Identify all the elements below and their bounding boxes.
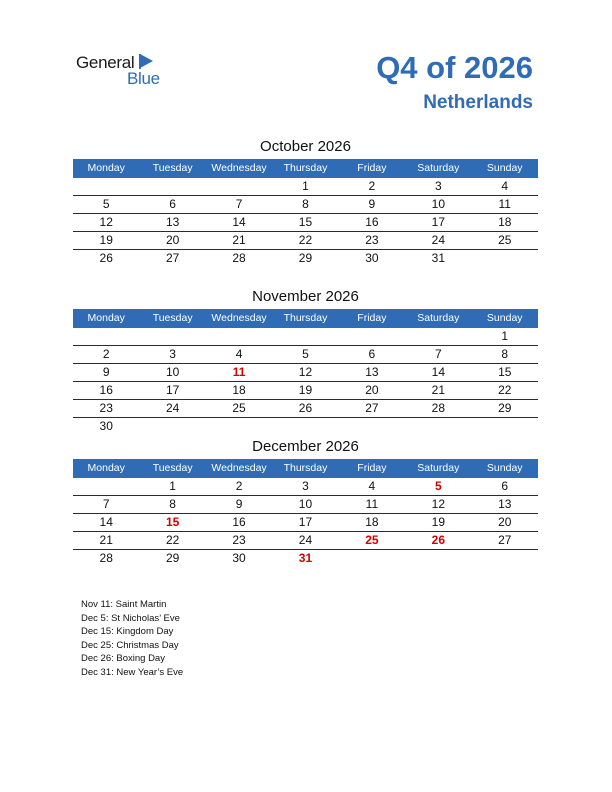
day-cell: 1 <box>302 179 309 193</box>
week-row <box>73 514 538 532</box>
day-cell: 23 <box>99 401 113 415</box>
day-cell: 27 <box>365 401 379 415</box>
day-cell: 22 <box>298 233 313 247</box>
week-row <box>73 250 538 267</box>
day-cell <box>405 550 471 567</box>
week-row <box>73 550 538 567</box>
weekday-label: Monday <box>87 312 125 324</box>
week-row <box>73 178 538 196</box>
day-cell: 2 <box>102 347 110 361</box>
weekday-label: Monday <box>87 162 125 174</box>
day-cell: 31 <box>431 251 445 265</box>
week-row <box>73 478 538 496</box>
day-cell: 4 <box>501 179 509 193</box>
day-cell <box>139 178 205 195</box>
day-cell: 10 <box>431 197 445 211</box>
day-cell: 10 <box>298 497 313 511</box>
day-cell: 7 <box>102 497 110 511</box>
day-cell: 22 <box>165 533 180 547</box>
day-cell: 25 <box>498 233 512 247</box>
weekday-label: Thursday <box>283 162 328 174</box>
weekday-label: Friday <box>357 312 387 324</box>
day-cell <box>206 418 272 435</box>
day-cell: 29 <box>165 551 180 565</box>
day-cell: 3 <box>169 347 176 361</box>
day-cell: 6 <box>169 197 176 211</box>
day-cell: 30 <box>99 419 113 433</box>
month-december <box>73 436 538 567</box>
week-row <box>73 214 538 232</box>
logo-word-general: General <box>76 53 135 72</box>
weekday-label: Saturday <box>417 162 460 174</box>
day-cell: 9 <box>368 197 376 211</box>
day-cell: 9 <box>102 365 110 379</box>
day-cell: 7 <box>434 347 442 361</box>
day-cell: 20 <box>365 383 379 397</box>
flag-icon <box>140 54 153 68</box>
week-row <box>73 196 538 214</box>
day-cell: 24 <box>298 533 313 547</box>
day-cell: 2 <box>235 479 243 493</box>
week-row <box>73 346 538 364</box>
day-cell: 12 <box>431 497 445 511</box>
day-cell: 25 <box>365 533 379 547</box>
day-cell: 25 <box>232 401 246 415</box>
weekday-label: Friday <box>357 462 387 474</box>
day-cell: 18 <box>365 515 379 529</box>
day-cell <box>272 328 338 345</box>
day-cell: 3 <box>302 479 309 493</box>
day-cell: 29 <box>298 251 313 265</box>
day-cell: 10 <box>165 365 180 379</box>
weekday-label: Saturday <box>417 462 460 474</box>
day-cell: 24 <box>165 401 180 415</box>
week-row <box>73 418 538 435</box>
day-cell: 27 <box>165 251 180 265</box>
day-cell: 23 <box>232 533 246 547</box>
weekday-header <box>73 459 538 478</box>
month-title: October 2026 <box>260 138 351 155</box>
day-cell: 9 <box>235 497 243 511</box>
day-cell: 26 <box>431 533 445 547</box>
day-cell: 8 <box>302 197 309 211</box>
day-cell: 19 <box>298 383 313 397</box>
day-cell <box>472 250 538 267</box>
logo-word-blue: Blue <box>127 69 160 88</box>
day-cell: 13 <box>165 215 180 229</box>
week-row <box>73 496 538 514</box>
day-cell: 20 <box>498 515 512 529</box>
day-cell: 28 <box>431 401 445 415</box>
day-cell: 17 <box>431 215 445 229</box>
day-cell: 31 <box>298 551 313 565</box>
day-cell: 2 <box>368 179 376 193</box>
weekday-label: Sunday <box>486 312 523 324</box>
weekday-header <box>73 159 538 178</box>
weekday-label: Wednesday <box>211 312 267 324</box>
day-cell: 14 <box>99 515 113 529</box>
day-cell: 22 <box>498 383 512 397</box>
day-cell: 21 <box>99 533 113 547</box>
weekday-label: Tuesday <box>152 312 193 324</box>
weekday-label: Tuesday <box>152 462 193 474</box>
day-cell: 5 <box>434 479 442 493</box>
weekday-label: Wednesday <box>211 162 267 174</box>
month-november <box>73 286 538 435</box>
day-cell <box>206 178 272 195</box>
week-row <box>73 328 538 346</box>
day-cell <box>339 328 405 345</box>
day-cell: 16 <box>232 515 246 529</box>
day-cell: 19 <box>99 233 113 247</box>
weekday-label: Friday <box>357 162 387 174</box>
week-row <box>73 364 538 382</box>
day-cell: 1 <box>501 329 509 343</box>
day-cell: 17 <box>298 515 313 529</box>
month-october <box>73 136 538 267</box>
day-cell: 18 <box>498 215 512 229</box>
day-cell: 30 <box>365 251 379 265</box>
day-cell: 13 <box>365 365 379 379</box>
day-cell: 15 <box>498 365 512 379</box>
day-cell <box>472 550 538 567</box>
holiday-note: Dec 5: St Nicholas’ Eve <box>81 612 180 624</box>
day-cell: 1 <box>169 479 176 493</box>
day-cell: 3 <box>434 179 442 193</box>
day-cell: 8 <box>169 497 176 511</box>
day-cell <box>73 328 139 345</box>
day-cell: 11 <box>498 197 511 211</box>
day-cell: 28 <box>232 251 246 265</box>
day-cell <box>472 418 538 435</box>
day-cell: 14 <box>232 215 246 229</box>
day-cell <box>339 418 405 435</box>
day-cell: 17 <box>165 383 180 397</box>
general-blue-logo <box>76 53 176 89</box>
day-cell: 21 <box>431 383 445 397</box>
day-cell: 21 <box>232 233 246 247</box>
day-cell: 29 <box>498 401 512 415</box>
day-cell: 6 <box>501 479 509 493</box>
country-name: Netherlands <box>423 92 533 113</box>
week-row <box>73 382 538 400</box>
day-cell: 14 <box>431 365 445 379</box>
weekday-label: Sunday <box>486 162 523 174</box>
day-cell: 26 <box>298 401 313 415</box>
day-cell: 12 <box>99 215 113 229</box>
holiday-note: Dec 31: New Year’s Eve <box>81 666 184 678</box>
day-cell: 4 <box>368 479 376 493</box>
month-title: November 2026 <box>252 288 359 305</box>
page-title: Q4 of 2026 <box>376 50 533 85</box>
day-cell: 26 <box>99 251 113 265</box>
day-cell: 5 <box>302 347 309 361</box>
day-cell: 24 <box>431 233 445 247</box>
holiday-note: Dec 15: Kingdom Day <box>81 626 174 638</box>
day-cell: 16 <box>99 383 113 397</box>
weekday-label: Wednesday <box>211 462 267 474</box>
day-cell: 18 <box>232 383 246 397</box>
day-cell <box>206 328 272 345</box>
day-cell: 11 <box>232 365 246 379</box>
day-cell: 11 <box>365 497 379 511</box>
day-cell <box>139 328 205 345</box>
holiday-note: Dec 26: Boxing Day <box>81 653 165 665</box>
day-cell <box>73 178 139 195</box>
month-title: December 2026 <box>252 438 359 455</box>
week-row <box>73 232 538 250</box>
weekday-label: Sunday <box>486 462 523 474</box>
day-cell: 20 <box>165 233 180 247</box>
day-cell: 15 <box>298 215 313 229</box>
day-cell <box>139 418 205 435</box>
day-cell <box>405 418 471 435</box>
day-cell: 5 <box>102 197 110 211</box>
weekday-label: Monday <box>87 462 125 474</box>
day-cell: 8 <box>501 347 509 361</box>
weekday-label: Thursday <box>283 462 328 474</box>
day-cell <box>272 418 338 435</box>
day-cell: 28 <box>99 551 113 565</box>
weekday-header <box>73 309 538 328</box>
day-cell: 16 <box>365 215 379 229</box>
day-cell: 13 <box>498 497 512 511</box>
week-row <box>73 532 538 550</box>
day-cell: 19 <box>431 515 445 529</box>
day-cell: 27 <box>498 533 512 547</box>
holiday-notes <box>81 598 183 680</box>
holiday-note: Nov 11: Saint Martin <box>81 599 167 610</box>
day-cell <box>73 478 139 495</box>
weekday-label: Tuesday <box>152 162 193 174</box>
day-cell <box>405 328 471 345</box>
day-cell: 4 <box>235 347 243 361</box>
weekday-label: Thursday <box>283 312 328 324</box>
day-cell: 23 <box>365 233 379 247</box>
week-row <box>73 400 538 418</box>
holiday-note: Dec 25: Christmas Day <box>81 639 179 651</box>
day-cell: 30 <box>232 551 246 565</box>
day-cell: 6 <box>368 347 376 361</box>
weekday-label: Saturday <box>417 312 460 324</box>
day-cell: 7 <box>235 197 243 211</box>
day-cell <box>339 550 405 567</box>
day-cell: 12 <box>298 365 313 379</box>
day-cell: 15 <box>165 515 180 529</box>
